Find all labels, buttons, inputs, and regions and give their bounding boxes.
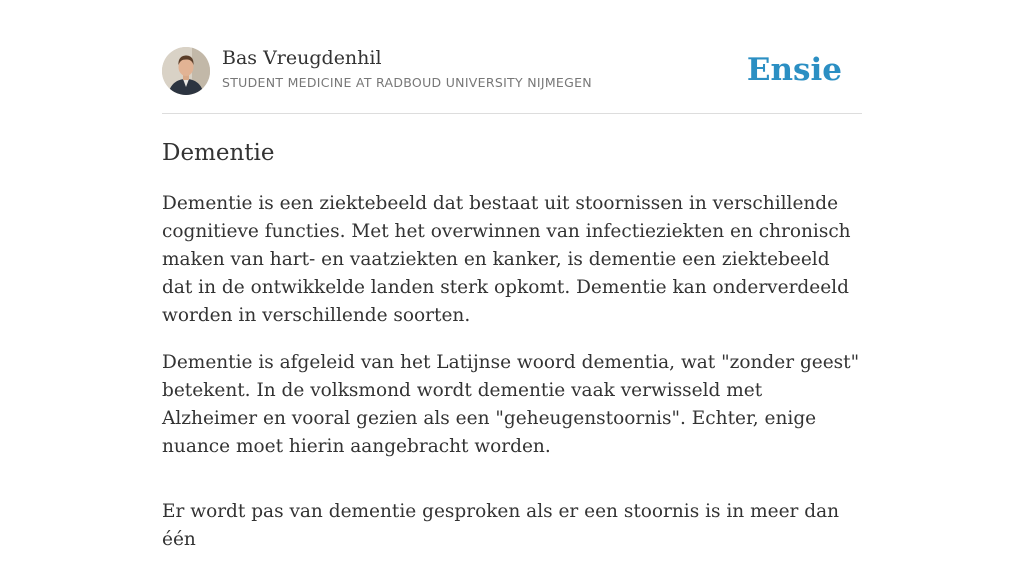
article-paragraph: Dementie is een ziektebeeld dat bestaat uit stoornissen in verschillende cognitieve functies. Met het overwinnen van infectieziekten en chronisch maken van hart- en vaatziekten en kanker, is dementie een ziektebeeld dat in de ontwikkelde landen sterk opkomt. Dementie kan onderverdeeld worden in verschillende soorten. [162,193,851,326]
article-paragraph: Dementie is afgeleid van het Latijnse woord dementia, wat "zonder geest" betekent. In de volksmond wordt dementie vaak verwisseld met Alzheimer en vooral gezien als een "geheugenstoornis". Echter, enige nuance moet hierin aangebracht worden. [162,352,860,457]
article-title: Dementie [162,140,275,166]
author-header [162,46,862,114]
author-title: STUDENT MEDICINE AT RADBOUD UNIVERSITY NIJMEGEN [222,75,592,90]
author-name[interactable]: Bas Vreugdenhil [222,47,382,69]
article-body [162,190,862,573]
article-paragraph: Er wordt pas van dementie gesproken als er een stoornis is in meer dan één [162,501,840,550]
author-avatar[interactable] [162,47,210,95]
avatar-photo [162,47,210,95]
ensie-logo[interactable]: Ensie [746,52,842,88]
